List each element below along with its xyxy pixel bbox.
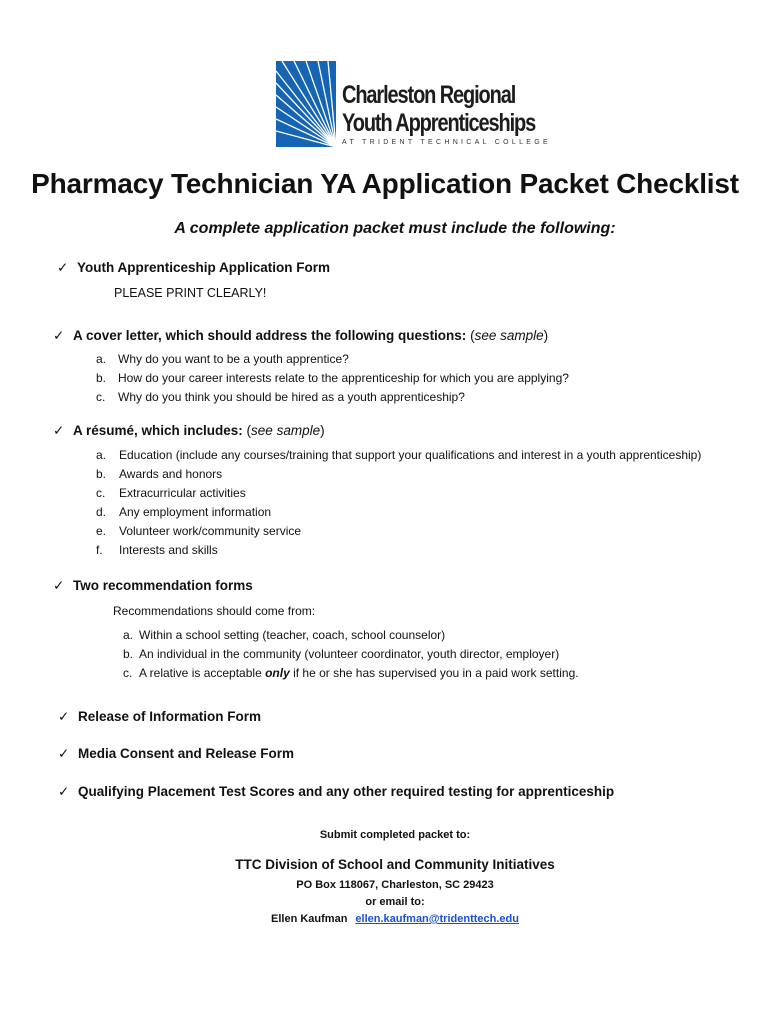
email-link[interactable]: ellen.kaufman@tridenttech.edu [355,913,519,925]
item-heading: A cover letter, which should address the following questions: [73,328,471,343]
item-heading: Qualifying Placement Test Scores and any other required testing for apprenticeship [78,784,615,799]
sunburst-logo-icon [276,61,336,147]
checkmark-icon: ✓ [58,746,70,761]
checkmark-icon: ✓ [58,709,70,724]
recommendations-intro: Recommendations should come from: [113,604,316,618]
recommendation-sources [123,626,579,683]
checklist-item-release-form [58,709,261,725]
checklist-item-cover-letter [53,328,548,344]
contact-line [0,913,770,925]
paren-close: ) [320,423,325,438]
list-item: c. A relative is acceptable only if he or she has supervised you in a paid work setting. [123,666,579,680]
list-item: a. Why do you want to be a youth apprentice? [96,352,349,366]
checklist-item-recommendations [53,578,253,594]
paren-open: ( [246,423,252,438]
mailing-address: PO Box 118067, Charleston, SC 29423 [296,879,494,891]
print-clearly-note: PLEASE PRINT CLEARLY! [114,286,267,300]
list-item: a. Within a school setting (teacher, coach, school counselor) [123,628,446,642]
list-item: f. Interests and skills [96,543,218,557]
list-item: b. How do your career interests relate to the apprenticeship for which you are applying? [96,371,569,385]
page-subtitle: A complete application packet must include the following: [174,220,616,237]
checkmark-icon: ✓ [53,328,65,343]
checklist-item-media-consent [58,746,294,762]
submit-instruction: Submit completed packet to: [319,829,471,841]
item-heading: Two recommendation forms [73,578,253,593]
checkmark-icon: ✓ [53,578,65,593]
checklist-item-resume [53,423,325,439]
logo-line-1: Charleston Regional [342,81,516,109]
see-sample-link[interactable]: see sample [251,423,321,438]
page-title: Pharmacy Technician YA Application Packet Checklist [31,168,739,199]
list-item: a. Education (include any courses/training that support your qualifications and interest in a youth apprenticeship) [96,448,702,462]
see-sample-link[interactable]: see sample [474,328,544,343]
list-item: c. Why do you think you should be hired as a youth apprenticeship? [96,390,465,404]
logo-line-2: Youth Apprenticeships [342,109,536,137]
contact-name: Ellen Kaufman [271,913,348,925]
organization-name: TTC Division of School and Community Initiatives [235,857,555,872]
or-email-label: or email to: [365,896,425,908]
list-item: b. Awards and honors [96,467,223,481]
list-item: d. Any employment information [96,505,272,519]
checkmark-icon: ✓ [57,260,69,275]
checklist-item-test-scores [58,784,614,800]
logo-subtitle: AT TRIDENT TECHNICAL COLLEGE [342,139,551,146]
paren-open: ( [470,328,475,343]
list-item: e. Volunteer work/community service [96,524,302,538]
checkmark-icon: ✓ [53,423,65,438]
list-item: b. An individual in the community (volunteer coordinator, youth director, employer) [123,647,560,661]
resume-contents [96,446,701,560]
item-heading: Media Consent and Release Form [78,746,295,761]
list-item: c. Extracurricular activities [96,486,246,500]
item-heading: Youth Apprenticeship Application Form [77,260,330,275]
college-logo [276,61,551,149]
cover-letter-questions [96,350,569,407]
checklist-item-application-form [57,260,330,276]
checkmark-icon: ✓ [58,784,70,799]
item-heading: Release of Information Form [78,709,262,724]
paren-close: ) [543,328,549,343]
item-heading: A résumé, which includes: [73,423,247,438]
